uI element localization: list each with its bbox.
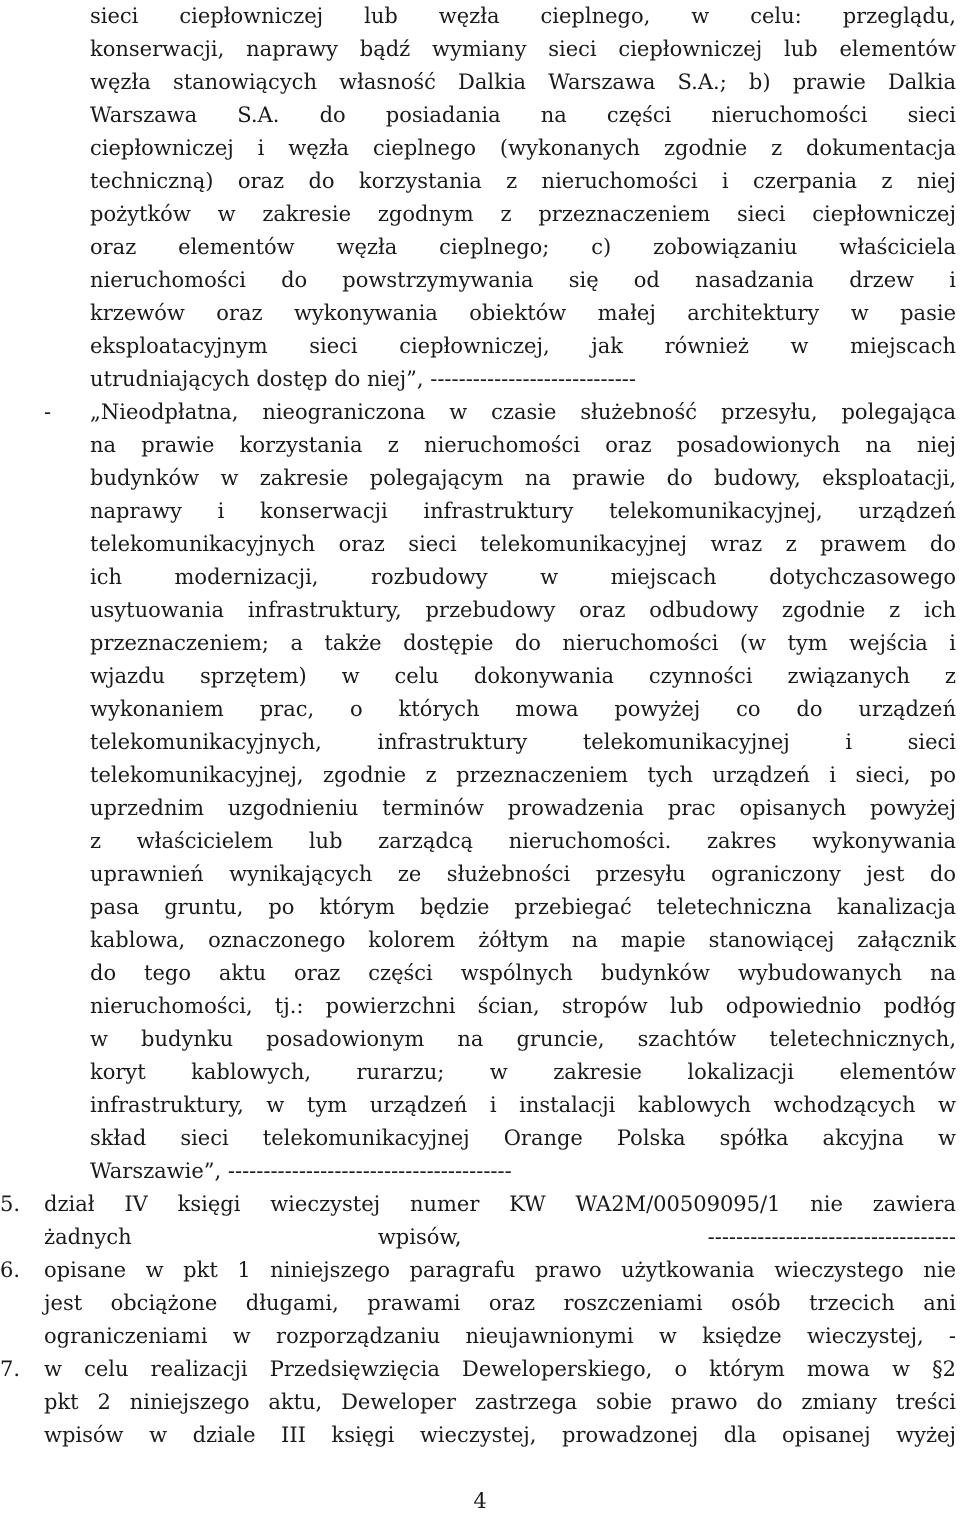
text-line: pasa gruntu, po którym będzie przebiegać teletechniczna kanalizacja (90, 895, 956, 919)
text-line: jest obciążone długami, prawami oraz roszczeniami osób trzecich ani (44, 1291, 956, 1315)
text-line: pożytków w zakresie zgodnym z przeznaczeniem sieci ciepłowniczej (90, 202, 956, 226)
text-line: pkt 2 niniejszego aktu, Deweloper zastrzega sobie prawo do zmiany treści (44, 1390, 956, 1414)
text-line: telekomunikacyjnej, zgodnie z przeznaczeniem tych urządzeń i sieci, po (90, 763, 956, 787)
page-number: 4 (473, 1489, 487, 1513)
text-line: sieci ciepłowniczej lub węzła cieplnego, w celu: przeglądu, (90, 4, 956, 28)
text-line: na prawie korzystania z nieruchomości oraz posadowionych na niej (90, 433, 956, 457)
list-marker: 6. (0, 1258, 21, 1282)
text-line: infrastruktury, w tym urządzeń i instalacji kablowych wchodzących w (90, 1093, 956, 1117)
list-marker: 5. (0, 1192, 21, 1216)
text-line: z właścicielem lub zarządcą nieruchomości. zakres wykonywania (90, 829, 956, 853)
text-line: wykonaniem prac, o których mowa powyżej co do urządzeń (90, 697, 956, 721)
text-line: eksploatacyjnym sieci ciepłowniczej, jak również w miejscach (90, 334, 956, 358)
text-line: uprawnień wynikających ze służebności przesyłu ograniczony jest do (90, 862, 956, 886)
text-line: oraz elementów węzła cieplnego; c) zobowiązaniu właściciela (90, 235, 956, 259)
text-line: węzła stanowiących własność Dalkia Warszawa S.A.; b) prawie Dalkia (90, 70, 956, 94)
text-line: telekomunikacyjnych oraz sieci telekomunikacyjnej wraz z prawem do (90, 532, 956, 556)
list-marker: 7. (0, 1357, 21, 1381)
text-line: krzewów oraz wykonywania obiektów małej architektury w pasie (90, 301, 956, 325)
text-line: Warszawa S.A. do posiadania na części nieruchomości sieci (90, 103, 956, 127)
text-line: telekomunikacyjnych, infrastruktury telekomunikacyjnej i sieci (90, 730, 956, 754)
text-line: wpisów w dziale III księgi wieczystej, prowadzonej dla opisanej wyżej (44, 1423, 956, 1447)
text-line: budynków w zakresie polegającym na prawie do budowy, eksploatacji, (90, 466, 956, 490)
text-line: w celu realizacji Przedsięwzięcia Deweloperskiego, o którym mowa w §2 (44, 1357, 956, 1381)
text-line: ich modernizacji, rozbudowy w miejscach dotychczasowego (90, 565, 956, 589)
text-line: dział IV księgi wieczystej numer KW WA2M/00509095/1 nie zawiera (44, 1192, 956, 1216)
text-line: nieruchomości, tj.: powierzchni ścian, stropów lub odpowiednio podłóg (90, 994, 956, 1018)
text-line: opisane w pkt 1 niniejszego paragrafu prawo użytkowania wieczystego nie (44, 1258, 956, 1282)
text-line: żadnych wpisów, ----------------------------------- (44, 1225, 956, 1249)
text-line: naprawy i konserwacji infrastruktury telekomunikacyjnej, urządzeń (90, 499, 956, 523)
text-line: nieruchomości do powstrzymywania się od nasadzania drzew i (90, 268, 956, 292)
list-marker: - (44, 400, 52, 424)
text-line: „Nieodpłatna, nieograniczona w czasie służebność przesyłu, polegająca (90, 400, 956, 424)
text-line: Warszawie”, ---------------------------------------- (90, 1159, 512, 1183)
text-line: usytuowania infrastruktury, przebudowy oraz odbudowy zgodnie z ich (90, 598, 956, 622)
text-line: kablowa, oznaczonego kolorem żółtym na mapie stanowiącej załącznik (90, 928, 956, 952)
text-line: skład sieci telekomunikacyjnej Orange Polska spółka akcyjna w (90, 1126, 956, 1150)
text-line: wjazdu sprzętem) w celu dokonywania czynności związanych z (90, 664, 956, 688)
text-line: koryt kablowych, rurarzu; w zakresie lokalizacji elementów (90, 1060, 956, 1084)
text-line: do tego aktu oraz części wspólnych budynków wybudowanych na (90, 961, 956, 985)
text-line: przeznaczeniem; a także dostępie do nieruchomości (w tym wejścia i (90, 631, 956, 655)
text-line: konserwacji, naprawy bądź wymiany sieci ciepłowniczej lub elementów (90, 37, 956, 61)
text-line: techniczną) oraz do korzystania z nieruchomości i czerpania z niej (90, 169, 956, 193)
text-line: w budynku posadowionym na gruncie, szachtów teletechnicznych, (90, 1027, 956, 1051)
text-line: ograniczeniami w rozporządzaniu nieujawnionymi w księdze wieczystej, - (44, 1324, 956, 1348)
text-line: uprzednim uzgodnieniu terminów prowadzenia prac opisanych powyżej (90, 796, 956, 820)
text-line: ciepłowniczej i węzła cieplnego (wykonanych zgodnie z dokumentacja (90, 136, 956, 160)
text-line: utrudniających dostęp do niej”, ----------------------------- (90, 367, 636, 391)
